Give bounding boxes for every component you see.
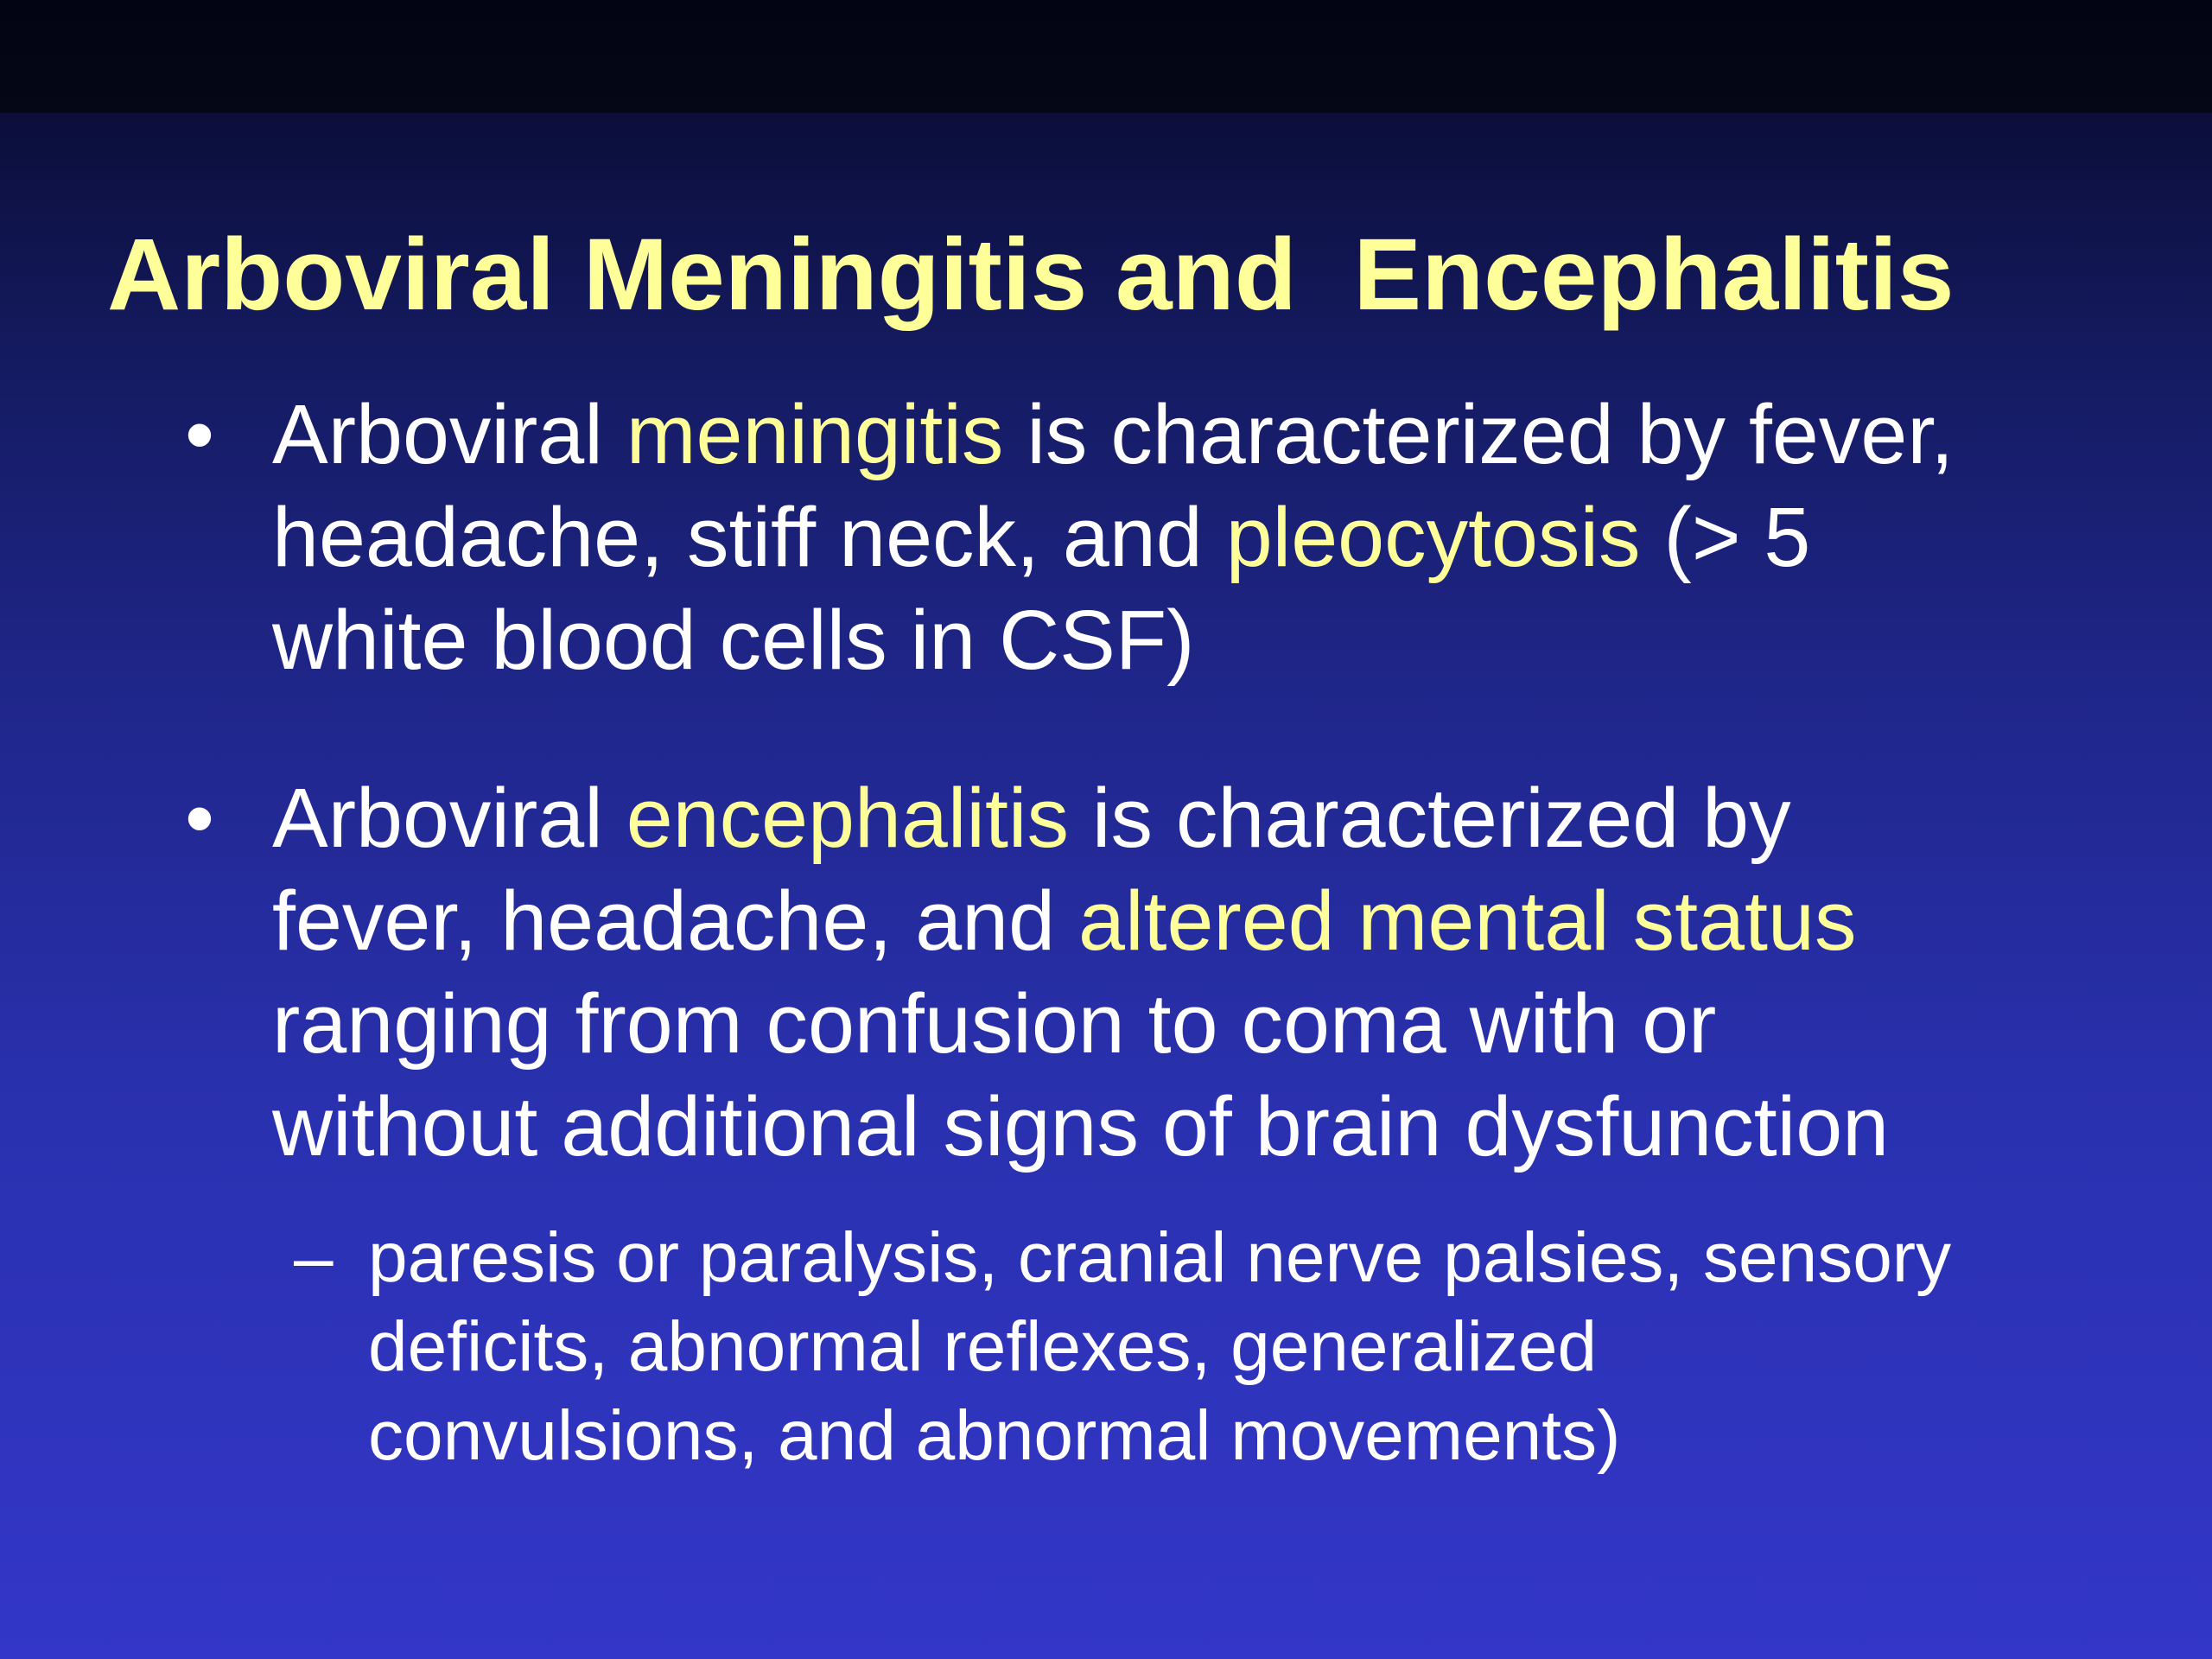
sub-bullet-text	[368, 1213, 2148, 1480]
text-segment: is characterized by	[1068, 771, 1791, 865]
sub-bullet-line: deficits, abnormal reflexes, generalized	[368, 1307, 1598, 1386]
text-segment: without additional signs of brain dysfunction	[272, 1079, 1890, 1173]
text-segment: fever, headache, and	[272, 874, 1079, 968]
text-segment: Arboviral	[272, 387, 626, 481]
text-segment: ranging from confusion to coma with or	[272, 976, 1717, 1071]
sub-bullet-marker: –	[294, 1218, 334, 1297]
bullet-line	[272, 1075, 2087, 1178]
highlight-term-pleocytosis: pleocytosis	[1225, 490, 1641, 584]
sub-bullet-line: paresis or paralysis, cranial nerve palsies, sensory	[368, 1218, 1952, 1297]
bullet-line	[272, 766, 2087, 869]
text-segment: Arboviral	[272, 771, 626, 865]
bullet-line	[272, 383, 2087, 486]
bullet-text	[272, 766, 2087, 1178]
sub-bullet-line: convulsions, and abnormal movements)	[368, 1396, 1621, 1475]
text-segment: white blood cells in CSF)	[272, 593, 1195, 687]
bullet-line	[272, 486, 2087, 588]
highlight-term-altered-mental-status: altered mental status	[1078, 874, 1857, 968]
text-segment: is characterized by fever,	[1003, 387, 1955, 481]
bullet-marker: •	[185, 771, 214, 865]
bullet-line	[272, 869, 2087, 972]
highlight-term-meningitis: meningitis	[626, 387, 1004, 481]
bullet-marker: •	[185, 387, 214, 481]
text-segment: headache, stiff neck, and	[272, 490, 1226, 584]
bullet-line	[272, 972, 2087, 1075]
bullet-line	[272, 588, 2087, 691]
slide-title: Arboviral Meningitis and Encephalitis	[107, 218, 1955, 332]
bullet-text	[272, 383, 2087, 691]
highlight-term-encephalitis: encephalitis	[626, 771, 1069, 865]
text-segment: (> 5	[1640, 490, 1811, 584]
